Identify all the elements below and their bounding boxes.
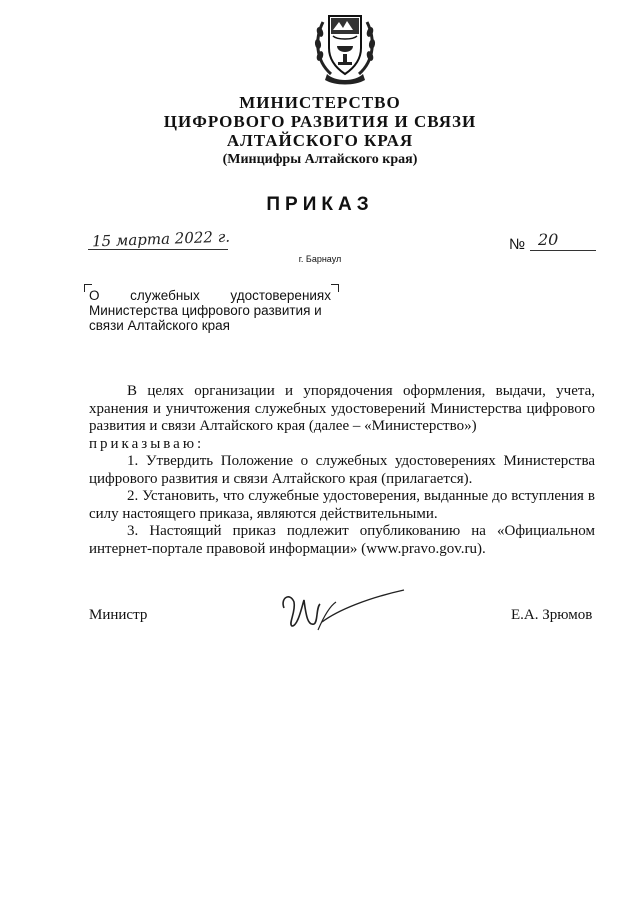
number-sign: № <box>509 236 526 253</box>
order-subject <box>89 288 331 333</box>
date-underline <box>88 249 228 250</box>
body-item-2: 2. Установить, что служебные удостоверения, выданные до вступления в силу настоящего приказа, являются действительными. <box>89 488 595 522</box>
order-date: 15 марта 2022 г. <box>91 227 231 251</box>
handwritten-signature <box>278 586 408 636</box>
number-underline <box>530 250 596 251</box>
order-body <box>89 383 595 558</box>
subject-line-2: Министерства цифрового развития и <box>89 303 322 318</box>
ministry-name-line-2: ЦИФРОВОГО РАЗВИТИЯ И СВЯЗИ <box>163 112 477 131</box>
body-order-word: приказываю: <box>89 435 205 452</box>
ministry-name-line-3: АЛТАЙСКОГО КРАЯ <box>226 131 414 150</box>
document-type-title: ПРИКАЗ <box>266 194 374 215</box>
body-item-1: 1. Утвердить Положение о служебных удостоверениях Министерства цифрового развития и связи Алтайского края (прилагается). <box>89 453 595 487</box>
subject-bracket-right <box>331 284 339 292</box>
subject-line-3: связи Алтайского края <box>89 318 230 333</box>
subject-line-1: О служебных удостоверениях <box>89 288 331 303</box>
body-item-3: 3. Настоящий приказ подлежит опубликованию на «Официальном интернет-портале правовой информации» (www.pravo.gov.ru). <box>89 523 595 557</box>
coat-of-arms-icon <box>313 8 377 86</box>
ministry-name-line-1: МИНИСТЕРСТВО <box>239 93 401 112</box>
ministry-short-name: (Минцифры Алтайского края) <box>222 152 418 167</box>
signatory-role: Министр <box>89 607 148 623</box>
order-number: 20 <box>538 230 559 249</box>
body-intro: В целях организации и упорядочения оформления, выдачи, учета, хранения и уничтожения служебных удостоверений Министерства цифрового развития и связи Алтайского края (далее – «Министерство») <box>89 383 595 434</box>
city-label: г. Барнаул <box>298 254 342 264</box>
signatory-name: Е.А. Зрюмов <box>511 607 593 623</box>
